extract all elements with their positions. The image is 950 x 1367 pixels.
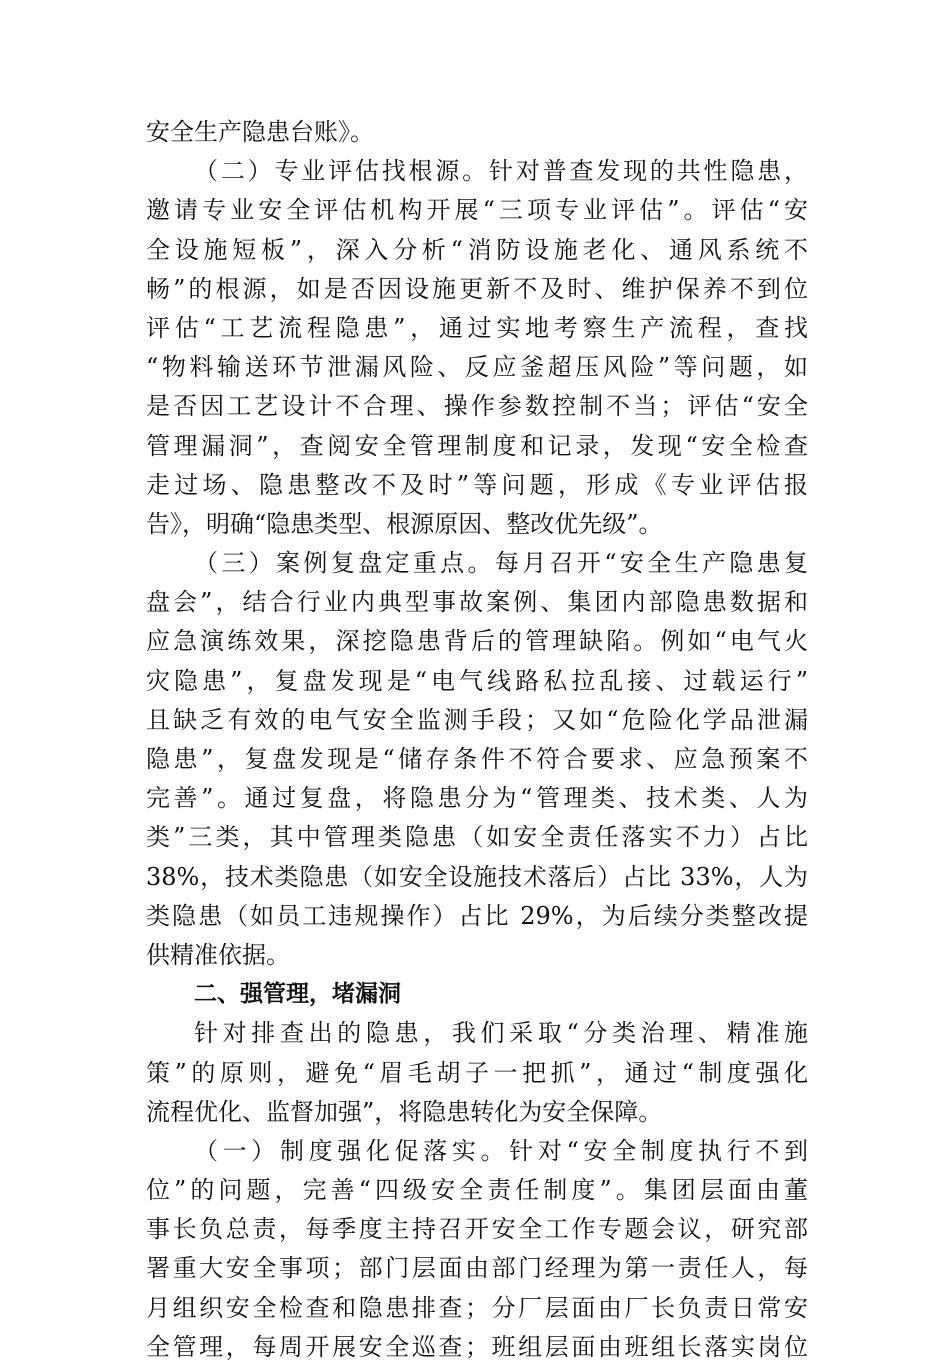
text-line: 全管理，每周开展安全巡查；班组层面由班组长落实岗位 [146, 1332, 808, 1361]
text-line: 走过场、隐患整改不及时”等问题，形成《专业评估报 [146, 470, 808, 499]
text-line: 完善”。通过复盘，将隐患分为“管理类、技术类、人为 [146, 784, 808, 813]
text-line: 是否因工艺设计不合理、操作参数控制不当；评估“安全 [146, 392, 808, 421]
text-line: 盘会”，结合行业内典型事故案例、集团内部隐患数据和 [146, 588, 808, 617]
text-line: 类”三类，其中管理类隐患（如安全责任落实不力）占比 [146, 823, 808, 852]
text-line: 隐患”，复盘发现是“储存条件不符合要求、应急预案不 [146, 745, 808, 773]
section-lead-line: （二）专业评估找根源。针对普查发现的共性隐患， [194, 157, 808, 186]
text-line: 邀请专业安全评估机构开展“三项专业评估”。评估“安 [146, 196, 808, 225]
text-line: 供精准依据。 [146, 940, 290, 969]
text-line: 且缺乏有效的电气安全监测手段；又如“危险化学品泄漏 [146, 705, 808, 734]
section-lead-line: （三）案例复盘定重点。每月召开“安全生产隐患复 [194, 549, 808, 578]
text-line: 事长负总责，每季度主持召开安全工作专题会议，研究部 [146, 1215, 808, 1244]
section-lead-line: （一）制度强化促落实。针对“安全制度执行不到 [194, 1136, 808, 1165]
document-body [146, 113, 808, 1367]
text-line: 管理漏洞”，查阅安全管理制度和记录，发现“安全检查 [146, 431, 808, 460]
paragraph-lead-line: 针对排查出的隐患，我们采取“分类治理、精准施 [194, 1019, 808, 1048]
text-line: 安全生产隐患台账》。 [146, 118, 374, 146]
text-line: 类隐患（如员工违规操作）占比 29%，为后续分类整改提 [146, 901, 808, 930]
text-line: 评估“工艺流程隐患”，通过实地考察生产流程，查找 [146, 313, 808, 342]
text-line: 灾隐患”，复盘发现是“电气线路私拉乱接、过载运行” [146, 666, 808, 695]
text-line: 38%，技术类隐患（如安全设施技术落后）占比 33%，人为 [146, 862, 808, 891]
text-line: 告》，明确“隐患类型、根源原因、整改优先级”。 [146, 509, 663, 538]
text-line: 畅”的根源，如是否因设施更新不及时、维护保养不到位 [146, 274, 808, 303]
text-line: 应急演练效果，深挖隐患背后的管理缺陷。例如“电气火 [146, 627, 808, 656]
text-line: 署重大安全事项；部门层面由部门经理为第一责任人，每 [146, 1254, 808, 1283]
text-line: “物料输送环节泄漏风险、反应釜超压风险”等问题，如 [146, 353, 808, 382]
text-line: 月组织安全检查和隐患排查；分厂层面由厂长负责日常安 [146, 1293, 808, 1322]
text-line: 策”的原则，避免“眉毛胡子一把抓”，通过“制度强化 [146, 1058, 808, 1087]
text-line: 流程优化、监督加强”，将隐患转化为安全保障。 [146, 1097, 663, 1126]
text-line: 全设施短板”，深入分析“消防设施老化、通风系统不 [146, 235, 808, 264]
text-line: 位”的问题，完善“四级安全责任制度”。集团层面由董 [146, 1176, 808, 1205]
section-heading: 二、强管理，堵漏洞 [194, 981, 401, 1008]
